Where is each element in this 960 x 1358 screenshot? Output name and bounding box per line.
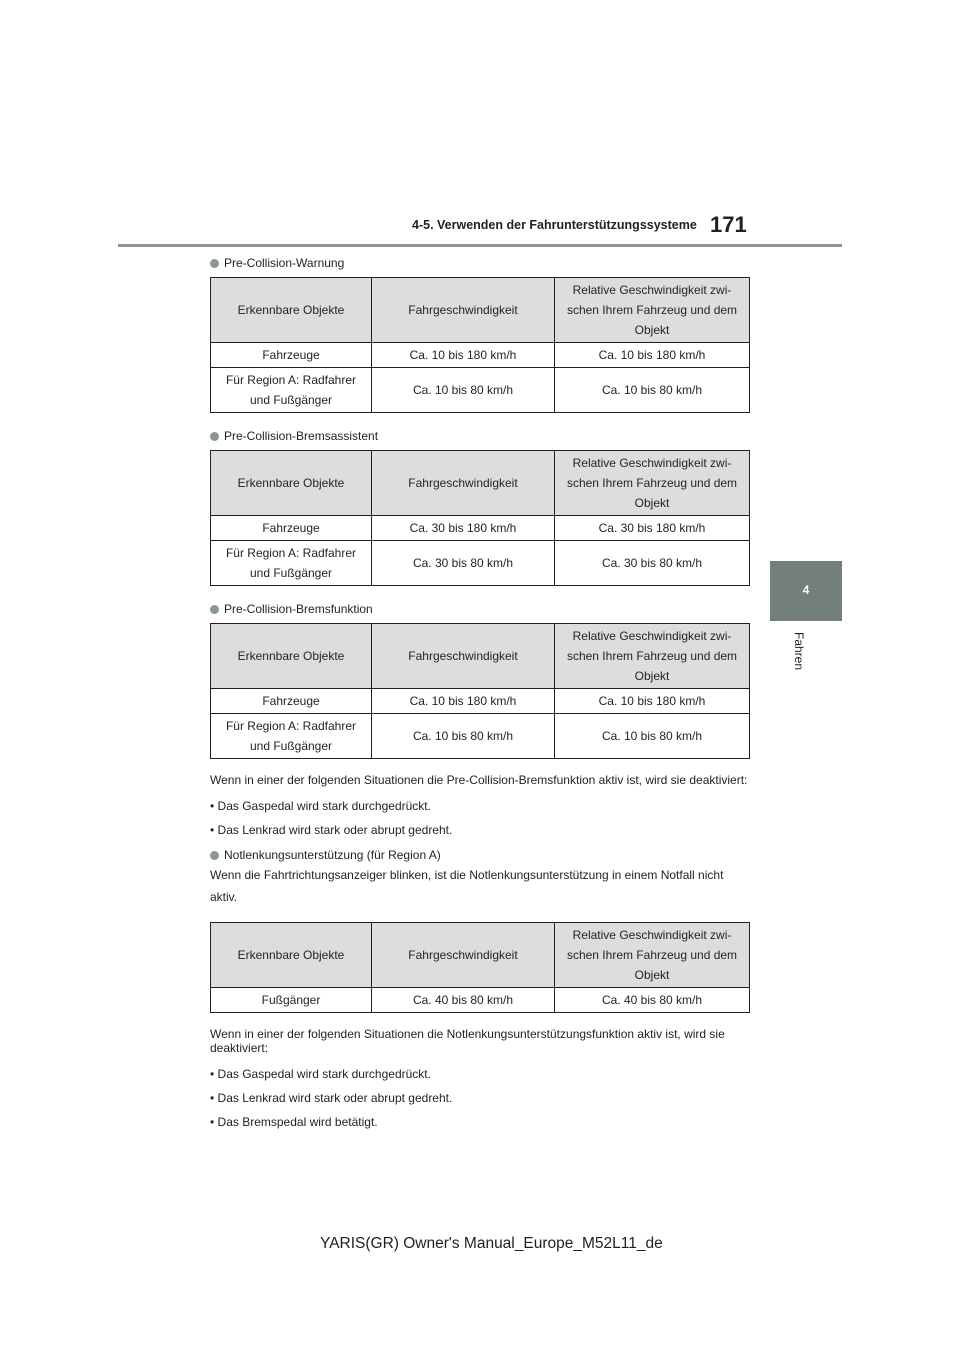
header-cell: Erkennbare Objekte <box>211 624 372 689</box>
list-item: • Das Gaspedal wird stark durchgedrückt. <box>210 799 431 813</box>
list-item: • Das Lenkrad wird stark oder abrupt gedreht. <box>210 1091 453 1105</box>
table-cell: Ca. 10 bis 180 km/h <box>372 689 555 714</box>
table-cell: Ca. 30 bis 80 km/h <box>372 541 555 586</box>
table-cell: Fahrzeuge <box>211 343 372 368</box>
table-row <box>211 988 750 1013</box>
table-cell: Ca. 10 bis 180 km/h <box>555 343 750 368</box>
header-cell: Fahrgeschwindigkeit <box>372 923 555 988</box>
section-heading-steering: Notlenkungsunterstützung (für Region A) <box>210 846 750 864</box>
main-content <box>210 254 750 1138</box>
table-cell: Ca. 10 bis 80 km/h <box>555 714 750 759</box>
table-cell: Für Region A: Radfahrer und Fußgänger <box>211 541 372 586</box>
table-warning <box>210 277 750 413</box>
table-cell: Ca. 30 bis 180 km/h <box>555 516 750 541</box>
table-cell: Fahrzeuge <box>211 516 372 541</box>
table-row <box>211 689 750 714</box>
table-cell: Fahrzeuge <box>211 689 372 714</box>
header-cell: Relative Geschwindigkeit zwi- schen Ihrem Fahrzeug und dem Objekt <box>555 624 750 689</box>
header-cell: Fahrgeschwindigkeit <box>372 451 555 516</box>
header-cell: Fahrgeschwindigkeit <box>372 278 555 343</box>
list-item: • Das Bremspedal wird betätigt. <box>210 1115 378 1129</box>
header-cell: Erkennbare Objekte <box>211 451 372 516</box>
steering-intro: Wenn die Fahrtrichtungsanzeiger blinken, ist die Notlenkungsunterstützung in einem Notfall nicht aktiv. <box>210 868 724 904</box>
header-cell: Erkennbare Objekte <box>211 278 372 343</box>
steering-deactivation-note: Wenn in einer der folgenden Situationen die Notlenkungsunterstützungsfunktion aktiv ist, wird sie deaktiviert: <box>210 1027 725 1055</box>
table-cell: Ca. 30 bis 80 km/h <box>555 541 750 586</box>
table-cell: Ca. 10 bis 180 km/h <box>555 689 750 714</box>
bullet-icon <box>210 605 219 614</box>
table-cell: Ca. 40 bis 80 km/h <box>555 988 750 1013</box>
table-row <box>211 541 750 586</box>
header-cell: Erkennbare Objekte <box>211 923 372 988</box>
footer-manual-id: YARIS(GR) Owner's Manual_Europe_M52L11_de <box>320 1235 663 1252</box>
header-cell: Relative Geschwindigkeit zwi- schen Ihrem Fahrzeug und dem Objekt <box>555 451 750 516</box>
table-cell: Ca. 40 bis 80 km/h <box>372 988 555 1013</box>
table-row <box>211 343 750 368</box>
table-row <box>211 714 750 759</box>
table-cell: Für Region A: Radfahrer und Fußgänger <box>211 714 372 759</box>
section-heading-brake-assist: Pre-Collision-Bremsassistent <box>210 427 750 445</box>
table-cell: Ca. 10 bis 80 km/h <box>372 714 555 759</box>
chapter-number: 4 <box>802 583 810 597</box>
section-heading-brake-function: Pre-Collision-Bremsfunktion <box>210 600 750 618</box>
table-cell: Für Region A: Radfahrer und Fußgänger <box>211 368 372 413</box>
table-cell: Ca. 10 bis 180 km/h <box>372 343 555 368</box>
header-cell: Relative Geschwindigkeit zwi- schen Ihrem Fahrzeug und dem Objekt <box>555 278 750 343</box>
bullet-icon <box>210 259 219 268</box>
brake-deactivation-note: Wenn in einer der folgenden Situationen die Pre-Collision-Bremsfunktion aktiv ist, wird sie deaktiviert: <box>210 773 748 787</box>
list-item: • Das Lenkrad wird stark oder abrupt gedreht. <box>210 823 453 837</box>
bullet-icon <box>210 851 219 860</box>
table-row <box>211 516 750 541</box>
section-header-title: 4-5. Verwenden der Fahrunterstützungssysteme <box>412 218 697 232</box>
chapter-name: Fahren <box>792 632 806 671</box>
section-heading-warning: Pre-Collision-Warnung <box>210 254 750 272</box>
header-cell: Fahrgeschwindigkeit <box>372 624 555 689</box>
list-item: • Das Gaspedal wird stark durchgedrückt. <box>210 1067 431 1081</box>
table-cell: Ca. 10 bis 80 km/h <box>555 368 750 413</box>
chapter-tab <box>770 561 842 621</box>
table-row <box>211 368 750 413</box>
header-divider <box>118 244 842 247</box>
table-brake-function <box>210 623 750 759</box>
bullet-icon <box>210 432 219 441</box>
table-cell: Fußgänger <box>211 988 372 1013</box>
table-cell: Ca. 10 bis 80 km/h <box>372 368 555 413</box>
table-cell: Ca. 30 bis 180 km/h <box>372 516 555 541</box>
page-number: 171 <box>710 212 747 237</box>
table-brake-assist <box>210 450 750 586</box>
table-steering <box>210 922 750 1013</box>
header-cell: Relative Geschwindigkeit zwi- schen Ihrem Fahrzeug und dem Objekt <box>555 923 750 988</box>
